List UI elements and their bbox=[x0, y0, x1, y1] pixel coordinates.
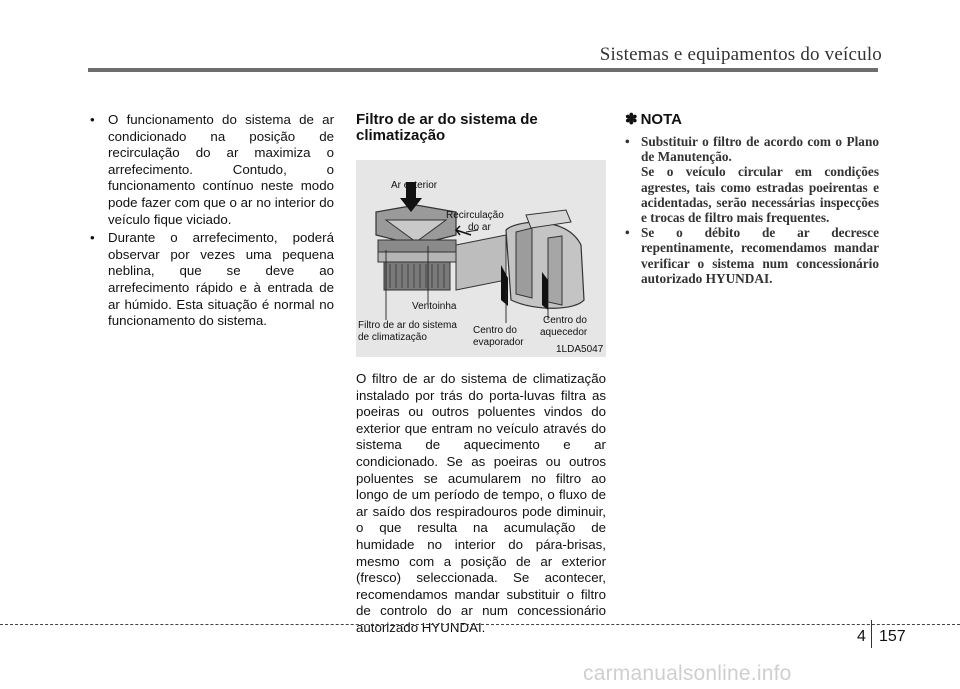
chapter-number: 4 bbox=[857, 628, 866, 645]
footer-rule bbox=[0, 624, 960, 625]
note-star-icon: ✽ bbox=[625, 111, 638, 128]
bullet-dot: • bbox=[90, 112, 95, 127]
bullet-dot: • bbox=[625, 225, 630, 241]
label-heater-2: aquecedor bbox=[540, 327, 588, 338]
page-divider bbox=[871, 620, 872, 648]
note-item: • Se o débito de ar decresce repentinamente, recomendamos mandar verificar o sistema num concessionário autorizado HYUNDAI. bbox=[625, 225, 879, 286]
air-filter-diagram bbox=[356, 160, 606, 357]
label-heater: Centro do bbox=[543, 315, 587, 326]
label-filter-2: de climatização bbox=[358, 332, 427, 343]
label-evaporator-2: evaporador bbox=[473, 337, 524, 348]
section-title: Filtro de ar do sistema de climatização bbox=[356, 111, 538, 144]
label-blower: Ventoinha bbox=[412, 301, 457, 312]
note-list bbox=[625, 134, 879, 286]
note-item: • Substituir o filtro de acordo com o Plano de Manutenção. bbox=[625, 134, 879, 165]
filter-paragraph: O filtro de ar do sistema de climatização instalado por trás do porta-luvas filtra as poeiras ou outros poluentes vindos do exterior que entram no veículo através do sistema de aquecimento e ar condicionado. Se as poeiras ou outros poluentes se acumularem no filtro ao longo de um período de tempo, o fluxo de ar saído dos respiradouros pode diminuir, o que resulta na acumulação de humidade no interior do pára-brisas, mesmo com a posição de ar exterior (fresco) seleccionada. Se acontecer, recomendamos mandar substituir o filtro de controlo do ar num concessionário autorizado HYUNDAI. bbox=[356, 371, 606, 635]
note-item: Se o veículo circular em condições agrestes, tais como estradas poeirentas e acidentadas, serão necessárias inspecções e trocas de filtro mais frequentes. bbox=[641, 164, 879, 226]
label-recirculation-2: do ar bbox=[468, 222, 491, 233]
bullet-item: • Durante o arrefecimento, poderá observar por vezes uma pequena neblina, que se deve ao arrefecimento rápido e à entrada de ar húmido. Esta situação é normal no funcionamento do sistema. bbox=[90, 230, 334, 329]
figure-code: 1LDA5047 bbox=[556, 344, 604, 355]
label-outside-air: Ar exterior bbox=[391, 180, 438, 191]
label-recirculation: Recirculação bbox=[446, 210, 504, 221]
watermark: carmanualsonline.info bbox=[583, 662, 792, 685]
column-1 bbox=[88, 112, 334, 332]
header-rule bbox=[88, 68, 878, 72]
note-heading bbox=[625, 112, 879, 128]
column-2 bbox=[356, 112, 606, 637]
label-evaporator: Centro do bbox=[473, 325, 517, 336]
bullet-dot: • bbox=[90, 230, 95, 246]
bullet-item: • O funcionamento do sistema de ar condicionado na posição de recirculação do ar maximiza o arrefecimento. Contudo, o funcionamento contínuo neste modo pode fazer com que o ar no interior do veículo fique viciado. bbox=[90, 112, 334, 227]
bullet-dot: • bbox=[625, 134, 630, 149]
bullet-list bbox=[88, 112, 334, 330]
column-3 bbox=[625, 112, 879, 286]
label-filter: Filtro de ar do sistema bbox=[358, 320, 457, 331]
note-title: NOTA bbox=[640, 111, 682, 128]
page-header-title: Sistemas e equipamentos do veículo bbox=[599, 44, 882, 65]
page-number: 157 bbox=[879, 628, 906, 645]
